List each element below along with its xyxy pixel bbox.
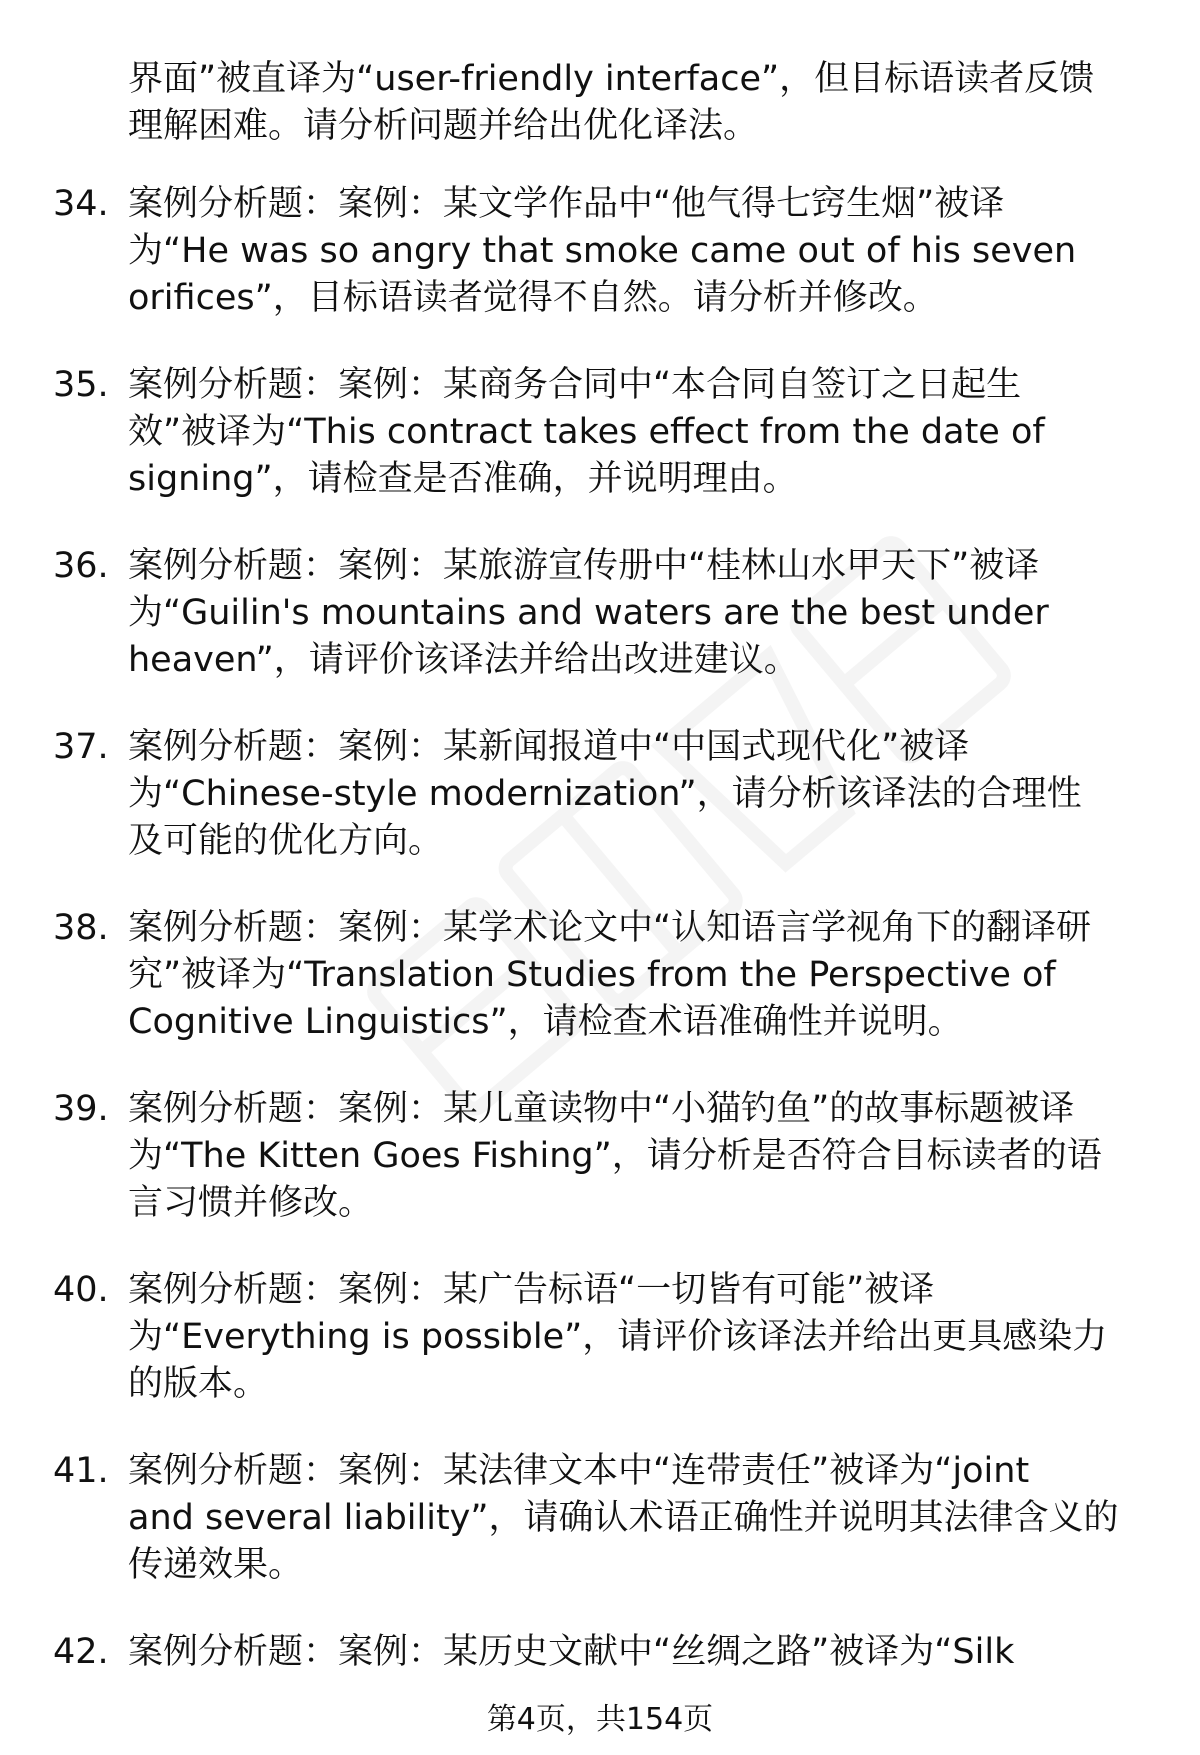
question-number: 39.: [53, 1089, 109, 1129]
question-item: [53, 1086, 1158, 1227]
question-item: [53, 181, 1158, 322]
question-text: 案例分析题：案例：某商务合同中“本合同自签订之日起生 效”被译为“This contract takes effect from the date of signing”，请检查是否准确，并说明理由。: [128, 365, 1045, 499]
question-text: 案例分析题：案例：某旅游宣传册中“桂林山水甲天下”被译 为“Guilin's mountains and waters are the best under heaven”，请评价该译法并给出改进建议。: [128, 546, 1049, 680]
question-number: 35.: [53, 365, 109, 405]
page-number-footer: 第4页，共154页: [486, 1702, 714, 1737]
question-item: [53, 1267, 1158, 1408]
question-item: [53, 724, 1158, 865]
question-text: 案例分析题：案例：某新闻报道中“中国式现代化”被译 为“Chinese-style modernization”，请分析该译法的合理性 及可能的优化方向。: [128, 727, 1082, 861]
question-item: [53, 543, 1158, 684]
question-text: 案例分析题：案例：某儿童读物中“小猫钓鱼”的故事标题被译 为“The Kitten Goes Fishing”，请分析是否符合目标读者的语 言习惯并修改。: [128, 1089, 1102, 1223]
question-text: 案例分析题：案例：某历史文献中“丝绸之路”被译为“Silk: [128, 1632, 1015, 1672]
question-list: [0, 56, 1200, 1716]
question-text: 案例分析题：案例：某法律文本中“连带责任”被译为“joint and several liability”，请确认术语正确性并说明其法律含义的 传递效果。: [128, 1451, 1119, 1585]
question-item: [53, 362, 1158, 503]
question-number: 42.: [53, 1632, 109, 1672]
question-item: [53, 1629, 1158, 1676]
question-number: 38.: [53, 908, 109, 948]
question-number: 41.: [53, 1451, 109, 1491]
question-number: 36.: [53, 546, 109, 586]
question-item: [53, 1448, 1158, 1589]
question-text: 案例分析题：案例：某广告标语“一切皆有可能”被译 为“Everything is possible”，请评价该译法并给出更具感染力 的版本。: [128, 1270, 1108, 1404]
question-item: [53, 905, 1158, 1046]
previous-question-continuation: 界面”被直译为“user-friendly interface”，但目标语读者反馈 理解困难。请分析问题并给出优化译法。: [128, 59, 1095, 146]
question-text: 案例分析题：案例：某学术论文中“认知语言学视角下的翻译研 究”被译为“Translation Studies from the Perspective of Cognitive Linguistics”，请检查术语准确性并说明。: [128, 908, 1092, 1042]
question-text: 案例分析题：案例：某文学作品中“他气得七窍生烟”被译 为“He was so angry that smoke came out of his seven orifices”，目标语读者觉得不自然。请分析并修改。: [128, 184, 1077, 318]
question-number: 37.: [53, 727, 109, 767]
question-number: 40.: [53, 1270, 109, 1310]
question-number: 34.: [53, 184, 109, 224]
